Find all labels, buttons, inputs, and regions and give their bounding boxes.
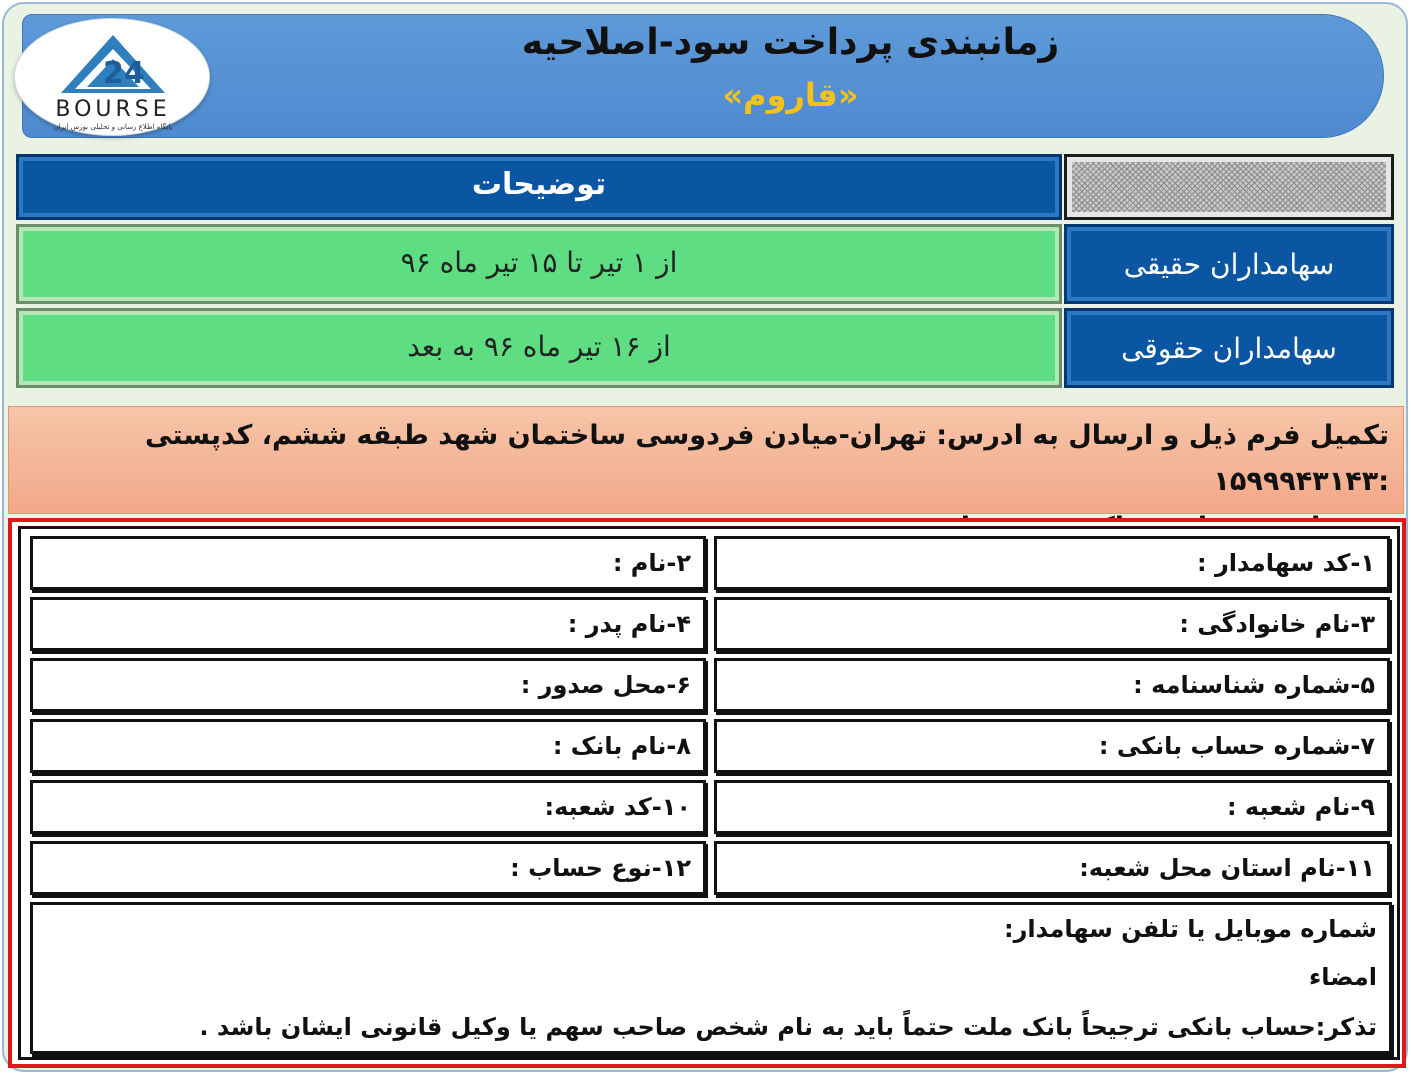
description-header: توضیحات	[16, 154, 1062, 220]
svg-text:24: 24	[103, 56, 145, 91]
form-notes-box	[30, 902, 1392, 1054]
field-last-name[interactable]: ۳-نام خانوادگی :	[714, 597, 1390, 651]
field-bank-name[interactable]: ۸-نام بانک :	[30, 719, 706, 773]
field-bank-account[interactable]: ۷-شماره حساب بانکی :	[714, 719, 1390, 773]
field-account-type[interactable]: ۱۲-نوع حساب :	[30, 841, 706, 895]
period-legal-shareholders: از ۱۶ تیر ماه ۹۶ به بعد	[16, 308, 1062, 388]
note-text: تذکر:حساب بانکی ترجیحاً بانک ملت حتماً باید به نام شخص صاحب سهم یا وکیل قانونی ایشان باشد .	[199, 1013, 1377, 1041]
group-real-shareholders: سهامداران حقیقی	[1064, 224, 1394, 304]
bourse-logo	[14, 18, 210, 136]
logo-word: BOURSE	[55, 97, 171, 122]
field-branch-name[interactable]: ۹-نام شعبه :	[714, 780, 1390, 834]
group-legal-shareholders: سهامداران حقوقی	[1064, 308, 1394, 388]
company-symbol: «قاروم»	[722, 76, 859, 114]
signature-label[interactable]: امضاء	[1308, 963, 1377, 991]
field-first-name[interactable]: ۲-نام :	[30, 536, 706, 590]
field-place-of-issue[interactable]: ۶-محل صدور :	[30, 658, 706, 712]
field-id-number[interactable]: ۵-شماره شناسنامه :	[714, 658, 1390, 712]
page-title: زمانبندی پرداخت سود-اصلاحیه	[521, 22, 1060, 63]
hatched-header-cell	[1064, 154, 1394, 220]
field-shareholder-code[interactable]: ۱-کد سهامدار :	[714, 536, 1390, 590]
phone-label[interactable]: شماره موبایل یا تلفن سهامدار:	[1004, 915, 1377, 943]
period-real-shareholders: از ۱ تیر تا ۱۵ تیر ماه ۹۶	[16, 224, 1062, 304]
field-branch-province[interactable]: ۱۱-نام استان محل شعبه:	[714, 841, 1390, 895]
logo-tagline: پایگاه اطلاع رسانی و تحلیلی بورس ایران	[53, 123, 173, 131]
instructions-line-1: تکمیل فرم ذیل و ارسال به ادرس: تهران-میادن فردوسی ساختمان شهد طبقه ششم، کدپستی :۱۵۹۹۹۴۳۱۴۳	[145, 420, 1389, 497]
instructions-box	[8, 406, 1404, 514]
field-branch-code[interactable]: ۱۰-کد شعبه:	[30, 780, 706, 834]
field-father-name[interactable]: ۴-نام پدر :	[30, 597, 706, 651]
